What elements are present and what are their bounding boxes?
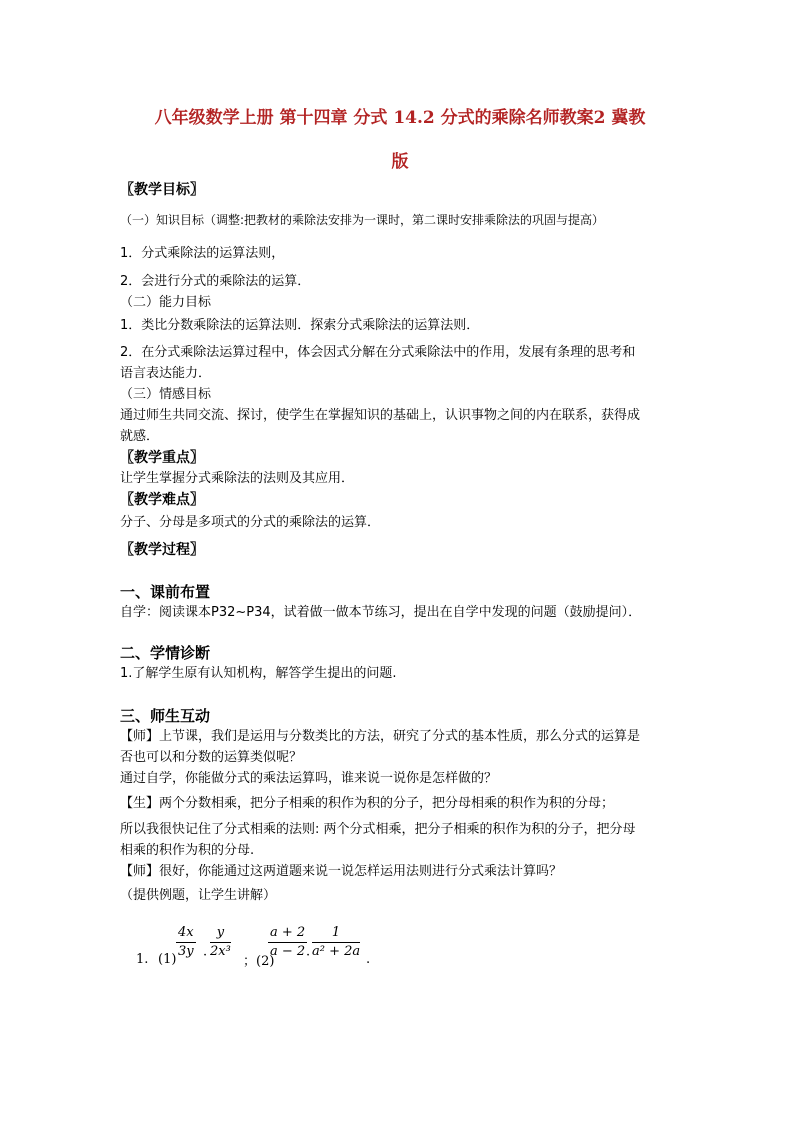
section1-heading: 一、课前布置	[120, 583, 211, 601]
multiply-dot-2: ·	[306, 948, 311, 963]
fraction-1-numerator: 4x	[176, 924, 196, 943]
key-points-text: 让学生掌握分式乘除法的法则及其应用．	[120, 471, 355, 486]
dialogue-student: 【生】两个分数相乘，把分子相乘的积作为积的分子，把分母相乘的积作为积的分母；	[120, 796, 615, 811]
knowledge-goal-label: （一）知识目标（调整:把教材的乘除法安排为一课时，第二课时安排乘除法的巩固与提高）	[120, 213, 605, 227]
fraction-4-numerator: 1	[312, 924, 360, 943]
ability-goal-2-line1: 2．在分式乘除法运算过程中，体会因式分解在分式乘除法中的作用，发展有条理的思考和	[120, 345, 636, 360]
difficulty-text: 分子、分母是多项式的分式的乘除法的运算．	[120, 515, 381, 530]
process-heading: 〖教学过程〗	[120, 542, 204, 558]
dialogue-teacher-1-line2: 否也可以和分数的运算类似呢？	[120, 750, 303, 765]
difficulty-heading: 〖教学难点〗	[120, 492, 204, 508]
knowledge-goal-1: 1．分式乘除法的运算法则，	[120, 246, 285, 261]
key-points-heading: 〖教学重点〗	[120, 450, 204, 466]
ability-goal-1: 1．类比分数乘除法的运算法则．探索分式乘除法的运算法则．	[120, 318, 480, 333]
knowledge-goal-2: 2．会进行分式的乘除法的运算．	[120, 274, 311, 289]
ability-goal-label: （二）能力目标	[120, 295, 212, 310]
example-part1-label: (1)	[158, 952, 177, 967]
document-title-line2: 版	[391, 152, 409, 172]
dialogue-teacher-2: 【师】很好，你能通过这两道题来说一说怎样运用法则进行分式乘法计算吗？	[120, 864, 563, 879]
dialogue-question: 通过自学，你能做分式的乘法运算吗，谁来说一说你是怎样做的？	[120, 771, 498, 786]
section1-text: 自学：阅读课本P32~P34，试着做一做本节练习，提出在自学中发现的问题（鼓励提问）．	[120, 605, 642, 620]
emotion-goal-label: （三）情感目标	[120, 387, 212, 402]
emotion-goal-line2: 就感．	[120, 429, 160, 444]
multiply-dot-1: ·	[203, 948, 208, 963]
ability-goal-2-line2: 语言表达能力．	[120, 366, 212, 381]
fraction-2	[210, 924, 231, 961]
fraction-3-numerator: a + 2	[268, 924, 307, 943]
dialogue-rule-line2: 相乘的积作为积的分母.	[120, 843, 255, 858]
fraction-1-denominator: 3y	[177, 944, 194, 959]
fraction-4	[312, 924, 360, 961]
dialogue-rule-line1: 所以我很快记住了分式相乘的法则: 两个分式相乘，把分子相乘的积作为积的分子，把分母	[120, 822, 636, 837]
dialogue-example-note: （提供例题，让学生讲解）	[120, 888, 277, 903]
fraction-3	[268, 924, 307, 961]
emotion-goal-line1: 通过师生共同交流、探讨，使学生在掌握知识的基础上，认识事物之间的内在联系，获得成	[120, 408, 641, 423]
example-end-period: .	[366, 952, 371, 967]
fraction-1	[176, 924, 196, 961]
fraction-3-denominator: a − 2	[270, 944, 306, 959]
example-index: 1.	[136, 952, 149, 967]
section3-heading: 三、师生互动	[120, 707, 211, 725]
document-title-line1: 八年级数学上册 第十四章 分式 14.2 分式的乘除名师教案2 冀教	[154, 108, 646, 128]
example-part2-label: ；(2)	[243, 954, 275, 969]
example-expression	[136, 922, 396, 972]
fraction-2-numerator: y	[210, 924, 231, 943]
fraction-4-denominator: a² + 2a	[312, 944, 361, 959]
section2-text: 1.了解学生原有认知机构，解答学生提出的问题.	[120, 666, 397, 681]
section2-heading: 二、学情诊断	[120, 644, 211, 662]
goals-heading: 〖教学目标〗	[120, 182, 204, 198]
dialogue-teacher-1-line1: 【师】上节课，我们是运用与分数类比的方法，研究了分式的基本性质，那么分式的运算是	[120, 729, 641, 744]
fraction-2-denominator: 2x³	[210, 944, 231, 959]
